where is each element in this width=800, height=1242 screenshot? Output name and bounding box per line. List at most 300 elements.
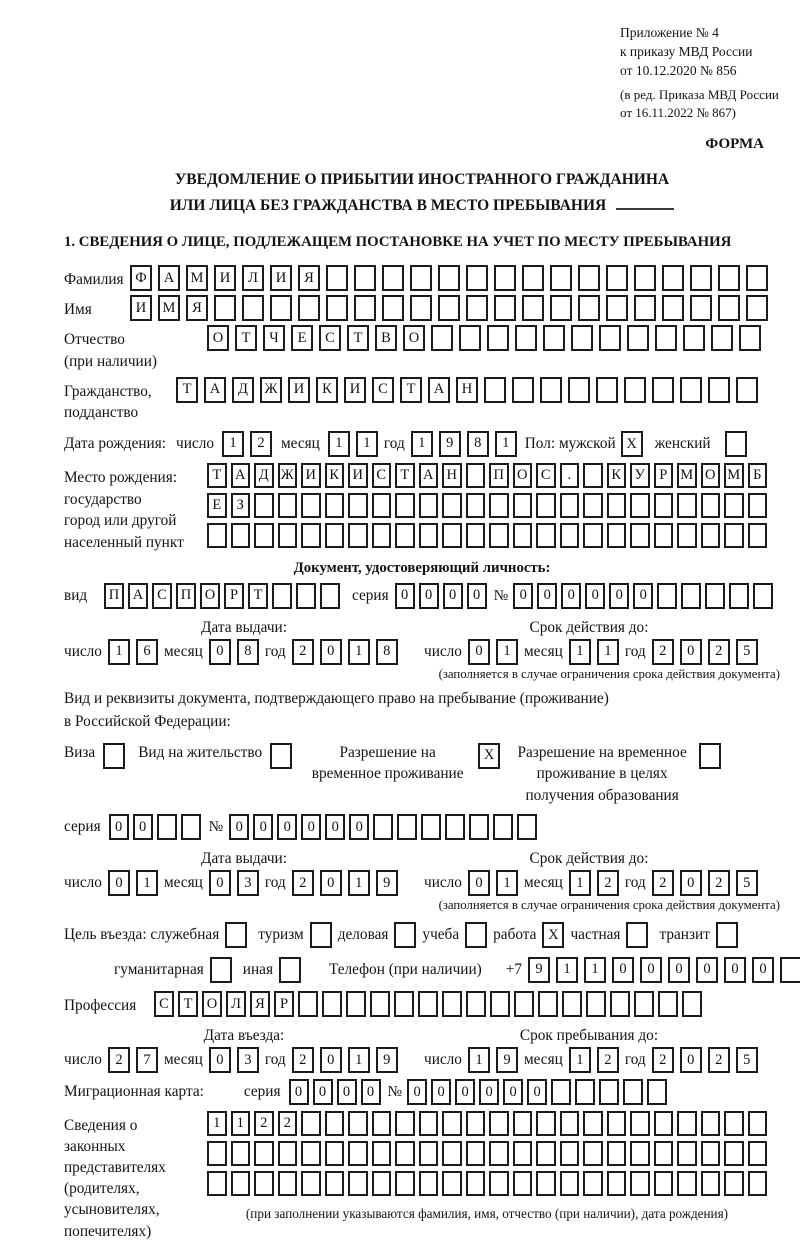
form-cell[interactable]	[716, 922, 738, 948]
form-cell[interactable]: 1	[348, 639, 370, 665]
form-cell[interactable]: П	[176, 583, 196, 609]
form-cell[interactable]	[607, 1141, 627, 1166]
form-cell[interactable]	[583, 1171, 603, 1196]
form-cell[interactable]	[630, 1141, 650, 1166]
form-cell[interactable]	[465, 922, 487, 948]
form-cell[interactable]: 0	[229, 814, 249, 840]
form-cell[interactable]: 8	[467, 431, 489, 457]
form-cell[interactable]: 1	[328, 431, 350, 457]
form-cell[interactable]	[325, 493, 345, 518]
form-cell[interactable]	[571, 325, 593, 351]
form-cell[interactable]: 0	[696, 957, 718, 983]
form-cell[interactable]	[493, 814, 513, 840]
form-cell[interactable]	[630, 493, 650, 518]
form-cell[interactable]	[207, 523, 227, 548]
form-cell[interactable]	[560, 1171, 580, 1196]
form-cell[interactable]	[469, 814, 489, 840]
form-cell[interactable]	[536, 493, 556, 518]
form-cell[interactable]	[699, 743, 721, 769]
form-cell[interactable]: 0	[209, 639, 231, 665]
form-cell[interactable]: Т	[178, 991, 198, 1017]
form-cell[interactable]: 2	[708, 870, 730, 896]
form-cell[interactable]	[489, 1171, 509, 1196]
form-cell[interactable]: Ж	[260, 377, 282, 403]
form-cell[interactable]	[254, 493, 274, 518]
form-cell[interactable]	[748, 493, 768, 518]
form-cell[interactable]	[348, 1171, 368, 1196]
form-cell[interactable]: Я	[250, 991, 270, 1017]
form-cell[interactable]: 0	[503, 1079, 523, 1105]
form-cell[interactable]: А	[158, 265, 180, 291]
form-cell[interactable]	[487, 325, 509, 351]
form-cell[interactable]: О	[207, 325, 229, 351]
form-cell[interactable]: 0	[320, 639, 342, 665]
form-cell[interactable]	[543, 325, 565, 351]
form-cell[interactable]: 0	[209, 1047, 231, 1073]
form-cell[interactable]: М	[724, 463, 744, 488]
form-cell[interactable]: С	[536, 463, 556, 488]
form-cell[interactable]	[562, 991, 582, 1017]
form-cell[interactable]: Ж	[278, 463, 298, 488]
form-cell[interactable]	[630, 1171, 650, 1196]
form-cell[interactable]	[278, 1171, 298, 1196]
form-cell[interactable]: 2	[292, 639, 314, 665]
form-cell[interactable]: 0	[513, 583, 533, 609]
form-cell[interactable]	[658, 991, 678, 1017]
form-cell[interactable]: 2	[250, 431, 272, 457]
form-cell[interactable]	[348, 1141, 368, 1166]
form-cell[interactable]	[647, 1079, 667, 1105]
form-cell[interactable]	[701, 1171, 721, 1196]
form-cell[interactable]	[536, 523, 556, 548]
form-cell[interactable]	[583, 523, 603, 548]
form-cell[interactable]: 0	[467, 583, 487, 609]
form-cell[interactable]	[254, 1141, 274, 1166]
form-cell[interactable]	[654, 1111, 674, 1136]
form-cell[interactable]	[325, 523, 345, 548]
form-cell[interactable]: 0	[108, 870, 130, 896]
form-cell[interactable]	[354, 265, 376, 291]
form-cell[interactable]	[325, 1111, 345, 1136]
form-cell[interactable]	[718, 295, 740, 321]
form-cell[interactable]	[536, 1111, 556, 1136]
form-cell[interactable]	[394, 991, 414, 1017]
form-cell[interactable]	[372, 1141, 392, 1166]
form-cell[interactable]	[242, 295, 264, 321]
form-cell[interactable]	[682, 991, 702, 1017]
form-cell[interactable]	[705, 583, 725, 609]
form-cell[interactable]: 1	[348, 1047, 370, 1073]
form-cell[interactable]	[298, 991, 318, 1017]
form-cell[interactable]: 2	[708, 639, 730, 665]
form-cell[interactable]: 1	[556, 957, 578, 983]
form-cell[interactable]	[442, 1141, 462, 1166]
form-cell[interactable]	[540, 377, 562, 403]
form-cell[interactable]: 2	[597, 1047, 619, 1073]
form-cell[interactable]	[494, 295, 516, 321]
form-cell[interactable]	[724, 1111, 744, 1136]
form-cell[interactable]	[634, 295, 656, 321]
form-cell[interactable]: М	[677, 463, 697, 488]
form-cell[interactable]	[254, 1171, 274, 1196]
form-cell[interactable]: Р	[654, 463, 674, 488]
form-cell[interactable]	[466, 295, 488, 321]
form-cell[interactable]: 2	[597, 870, 619, 896]
form-cell[interactable]	[683, 325, 705, 351]
form-cell[interactable]	[254, 523, 274, 548]
form-cell[interactable]	[270, 295, 292, 321]
form-cell[interactable]	[515, 325, 537, 351]
form-cell[interactable]	[630, 1111, 650, 1136]
form-cell[interactable]	[395, 493, 415, 518]
form-cell[interactable]: 9	[439, 431, 461, 457]
form-cell[interactable]	[690, 295, 712, 321]
form-cell[interactable]: Я	[186, 295, 208, 321]
form-cell[interactable]	[724, 523, 744, 548]
form-cell[interactable]: 0	[253, 814, 273, 840]
form-cell[interactable]	[708, 377, 730, 403]
form-cell[interactable]: Ч	[263, 325, 285, 351]
form-cell[interactable]	[459, 325, 481, 351]
form-cell[interactable]: М	[158, 295, 180, 321]
form-cell[interactable]: Л	[226, 991, 246, 1017]
form-cell[interactable]: А	[231, 463, 251, 488]
form-cell[interactable]	[348, 1111, 368, 1136]
form-cell[interactable]	[419, 1141, 439, 1166]
form-cell[interactable]: 0	[325, 814, 345, 840]
form-cell[interactable]	[578, 265, 600, 291]
form-cell[interactable]	[655, 325, 677, 351]
form-cell[interactable]	[325, 1171, 345, 1196]
form-cell[interactable]	[568, 377, 590, 403]
form-cell[interactable]	[278, 523, 298, 548]
form-cell[interactable]: 0	[320, 870, 342, 896]
form-cell[interactable]: 1	[231, 1111, 251, 1136]
form-cell[interactable]	[610, 991, 630, 1017]
form-cell[interactable]: Н	[442, 463, 462, 488]
form-cell[interactable]	[513, 493, 533, 518]
form-cell[interactable]	[490, 991, 510, 1017]
form-cell[interactable]	[466, 523, 486, 548]
form-cell[interactable]	[560, 523, 580, 548]
form-cell[interactable]: 0	[633, 583, 653, 609]
form-cell[interactable]: П	[104, 583, 124, 609]
form-cell[interactable]	[560, 1111, 580, 1136]
form-cell[interactable]: 2	[292, 1047, 314, 1073]
form-cell[interactable]: 1	[207, 1111, 227, 1136]
form-cell[interactable]	[466, 991, 486, 1017]
form-cell[interactable]	[652, 377, 674, 403]
form-cell[interactable]: 2	[652, 639, 674, 665]
form-cell[interactable]	[690, 265, 712, 291]
form-cell[interactable]: 3	[237, 870, 259, 896]
form-cell[interactable]: 1	[597, 639, 619, 665]
form-cell[interactable]	[395, 1111, 415, 1136]
form-cell[interactable]	[607, 493, 627, 518]
form-cell[interactable]: Т	[207, 463, 227, 488]
form-cell[interactable]	[522, 295, 544, 321]
form-cell[interactable]: 1	[496, 639, 518, 665]
form-cell[interactable]: 1	[136, 870, 158, 896]
form-cell[interactable]: 8	[237, 639, 259, 665]
form-cell[interactable]: И	[344, 377, 366, 403]
form-cell[interactable]	[348, 493, 368, 518]
form-cell[interactable]	[739, 325, 761, 351]
form-cell[interactable]	[654, 493, 674, 518]
form-cell[interactable]: 0	[289, 1079, 309, 1105]
form-cell[interactable]	[560, 493, 580, 518]
form-cell[interactable]	[270, 743, 292, 769]
form-cell[interactable]: Д	[254, 463, 274, 488]
form-cell[interactable]	[630, 523, 650, 548]
form-cell[interactable]	[513, 1141, 533, 1166]
form-cell[interactable]: 1	[569, 639, 591, 665]
form-cell[interactable]	[484, 377, 506, 403]
form-cell[interactable]: 9	[376, 870, 398, 896]
form-cell[interactable]	[606, 265, 628, 291]
form-cell[interactable]	[583, 1141, 603, 1166]
form-cell[interactable]: С	[372, 377, 394, 403]
form-cell[interactable]: 2	[292, 870, 314, 896]
form-cell[interactable]	[654, 523, 674, 548]
form-cell[interactable]	[551, 1079, 571, 1105]
form-cell[interactable]: 0	[443, 583, 463, 609]
form-cell[interactable]	[395, 1171, 415, 1196]
form-cell[interactable]: 1	[348, 870, 370, 896]
form-cell[interactable]	[419, 523, 439, 548]
form-cell[interactable]	[607, 1111, 627, 1136]
form-cell[interactable]	[231, 1141, 251, 1166]
form-cell[interactable]: 1	[468, 1047, 490, 1073]
form-cell[interactable]	[677, 523, 697, 548]
form-cell[interactable]: 5	[736, 639, 758, 665]
form-cell[interactable]	[279, 957, 301, 983]
form-cell[interactable]: Т	[176, 377, 198, 403]
form-cell[interactable]	[599, 1079, 619, 1105]
form-cell[interactable]	[654, 1141, 674, 1166]
form-cell[interactable]	[419, 1111, 439, 1136]
form-cell[interactable]: 0	[680, 1047, 702, 1073]
form-cell[interactable]	[438, 295, 460, 321]
form-cell[interactable]	[442, 523, 462, 548]
form-cell[interactable]	[748, 523, 768, 548]
form-cell[interactable]	[512, 377, 534, 403]
form-cell[interactable]	[372, 1171, 392, 1196]
form-cell[interactable]	[607, 1171, 627, 1196]
form-cell[interactable]	[522, 265, 544, 291]
form-cell[interactable]	[681, 583, 701, 609]
form-cell[interactable]	[538, 991, 558, 1017]
form-cell[interactable]: А	[204, 377, 226, 403]
form-cell[interactable]: Л	[242, 265, 264, 291]
form-cell[interactable]	[724, 493, 744, 518]
form-cell[interactable]	[746, 295, 768, 321]
form-cell[interactable]: 0	[313, 1079, 333, 1105]
form-cell[interactable]: 1	[356, 431, 378, 457]
form-cell[interactable]	[489, 523, 509, 548]
form-cell[interactable]	[677, 493, 697, 518]
form-cell[interactable]: 0	[349, 814, 369, 840]
form-cell[interactable]: Р	[274, 991, 294, 1017]
form-cell[interactable]: К	[325, 463, 345, 488]
form-cell[interactable]: С	[372, 463, 392, 488]
form-cell[interactable]	[207, 1171, 227, 1196]
form-cell[interactable]	[725, 431, 747, 457]
form-cell[interactable]: 7	[136, 1047, 158, 1073]
form-cell[interactable]	[207, 1141, 227, 1166]
form-cell[interactable]	[677, 1171, 697, 1196]
form-cell[interactable]: 1	[569, 1047, 591, 1073]
form-cell[interactable]	[662, 295, 684, 321]
form-cell[interactable]: 0	[337, 1079, 357, 1105]
form-cell[interactable]: 1	[584, 957, 606, 983]
form-cell[interactable]: Т	[235, 325, 257, 351]
form-cell[interactable]	[354, 295, 376, 321]
form-cell[interactable]	[395, 523, 415, 548]
form-cell[interactable]	[701, 1141, 721, 1166]
form-cell[interactable]	[489, 1141, 509, 1166]
form-cell[interactable]: 9	[376, 1047, 398, 1073]
form-cell[interactable]	[278, 493, 298, 518]
form-cell[interactable]: X	[621, 431, 643, 457]
form-cell[interactable]: Е	[207, 493, 227, 518]
form-cell[interactable]: В	[375, 325, 397, 351]
form-cell[interactable]	[445, 814, 465, 840]
form-cell[interactable]: 0	[468, 870, 490, 896]
form-cell[interactable]	[301, 1141, 321, 1166]
form-cell[interactable]: 0	[612, 957, 634, 983]
form-cell[interactable]: 0	[109, 814, 129, 840]
form-cell[interactable]: 0	[133, 814, 153, 840]
form-cell[interactable]: 2	[108, 1047, 130, 1073]
form-cell[interactable]: К	[316, 377, 338, 403]
form-cell[interactable]	[657, 583, 677, 609]
form-cell[interactable]	[606, 295, 628, 321]
form-cell[interactable]	[607, 523, 627, 548]
form-cell[interactable]	[466, 1171, 486, 1196]
form-cell[interactable]: 0	[468, 639, 490, 665]
form-cell[interactable]	[278, 1141, 298, 1166]
form-cell[interactable]	[514, 991, 534, 1017]
form-cell[interactable]	[272, 583, 292, 609]
form-cell[interactable]: 0	[320, 1047, 342, 1073]
form-cell[interactable]	[382, 265, 404, 291]
form-cell[interactable]: 1	[495, 431, 517, 457]
form-cell[interactable]	[626, 922, 648, 948]
form-cell[interactable]	[231, 523, 251, 548]
form-cell[interactable]	[346, 991, 366, 1017]
form-cell[interactable]	[550, 265, 572, 291]
form-cell[interactable]: 5	[736, 1047, 758, 1073]
form-cell[interactable]	[489, 1111, 509, 1136]
form-cell[interactable]	[711, 325, 733, 351]
form-cell[interactable]: 2	[254, 1111, 274, 1136]
form-cell[interactable]	[729, 583, 749, 609]
form-cell[interactable]: А	[419, 463, 439, 488]
form-cell[interactable]	[583, 493, 603, 518]
form-cell[interactable]: Ф	[130, 265, 152, 291]
form-cell[interactable]	[394, 922, 416, 948]
form-cell[interactable]	[680, 377, 702, 403]
form-cell[interactable]: 0	[609, 583, 629, 609]
form-cell[interactable]	[517, 814, 537, 840]
form-cell[interactable]	[701, 493, 721, 518]
form-cell[interactable]: А	[428, 377, 450, 403]
form-cell[interactable]	[627, 325, 649, 351]
form-cell[interactable]	[780, 957, 800, 983]
form-cell[interactable]	[418, 991, 438, 1017]
form-cell[interactable]	[298, 295, 320, 321]
form-cell[interactable]	[736, 377, 758, 403]
form-cell[interactable]	[677, 1141, 697, 1166]
form-cell[interactable]	[634, 265, 656, 291]
form-cell[interactable]: 0	[301, 814, 321, 840]
form-cell[interactable]	[466, 1111, 486, 1136]
form-cell[interactable]	[231, 1171, 251, 1196]
form-cell[interactable]	[442, 991, 462, 1017]
form-cell[interactable]	[494, 265, 516, 291]
form-cell[interactable]	[372, 1111, 392, 1136]
form-cell[interactable]	[325, 1141, 345, 1166]
form-cell[interactable]	[419, 493, 439, 518]
form-cell[interactable]: 0	[395, 583, 415, 609]
form-cell[interactable]	[513, 1171, 533, 1196]
form-cell[interactable]: 8	[376, 639, 398, 665]
form-cell[interactable]: Т	[248, 583, 268, 609]
form-cell[interactable]	[748, 1111, 768, 1136]
form-cell[interactable]	[623, 1079, 643, 1105]
form-cell[interactable]	[410, 295, 432, 321]
form-cell[interactable]: И	[288, 377, 310, 403]
form-cell[interactable]	[701, 1111, 721, 1136]
form-cell[interactable]: Н	[456, 377, 478, 403]
form-cell[interactable]: 0	[680, 870, 702, 896]
form-cell[interactable]	[326, 295, 348, 321]
form-cell[interactable]	[442, 1171, 462, 1196]
form-cell[interactable]: 0	[561, 583, 581, 609]
form-cell[interactable]	[654, 1171, 674, 1196]
form-cell[interactable]	[746, 265, 768, 291]
form-cell[interactable]	[466, 265, 488, 291]
form-cell[interactable]	[513, 1111, 533, 1136]
form-cell[interactable]: 0	[277, 814, 297, 840]
form-cell[interactable]: 2	[652, 1047, 674, 1073]
form-cell[interactable]	[583, 463, 603, 488]
form-cell[interactable]: 0	[455, 1079, 475, 1105]
form-cell[interactable]: 0	[537, 583, 557, 609]
form-cell[interactable]: 0	[361, 1079, 381, 1105]
form-cell[interactable]	[301, 1111, 321, 1136]
form-cell[interactable]	[536, 1141, 556, 1166]
form-cell[interactable]: С	[152, 583, 172, 609]
form-cell[interactable]	[583, 1111, 603, 1136]
form-cell[interactable]: С	[154, 991, 174, 1017]
form-cell[interactable]: .	[560, 463, 580, 488]
form-cell[interactable]: 0	[431, 1079, 451, 1105]
form-cell[interactable]: 9	[496, 1047, 518, 1073]
form-cell[interactable]	[748, 1171, 768, 1196]
form-cell[interactable]: 0	[585, 583, 605, 609]
form-cell[interactable]	[410, 265, 432, 291]
form-cell[interactable]	[513, 523, 533, 548]
form-cell[interactable]	[301, 1171, 321, 1196]
form-cell[interactable]: X	[542, 922, 564, 948]
form-cell[interactable]: 3	[237, 1047, 259, 1073]
form-cell[interactable]: 0	[668, 957, 690, 983]
form-cell[interactable]: О	[513, 463, 533, 488]
form-cell[interactable]	[421, 814, 441, 840]
form-cell[interactable]: 0	[527, 1079, 547, 1105]
